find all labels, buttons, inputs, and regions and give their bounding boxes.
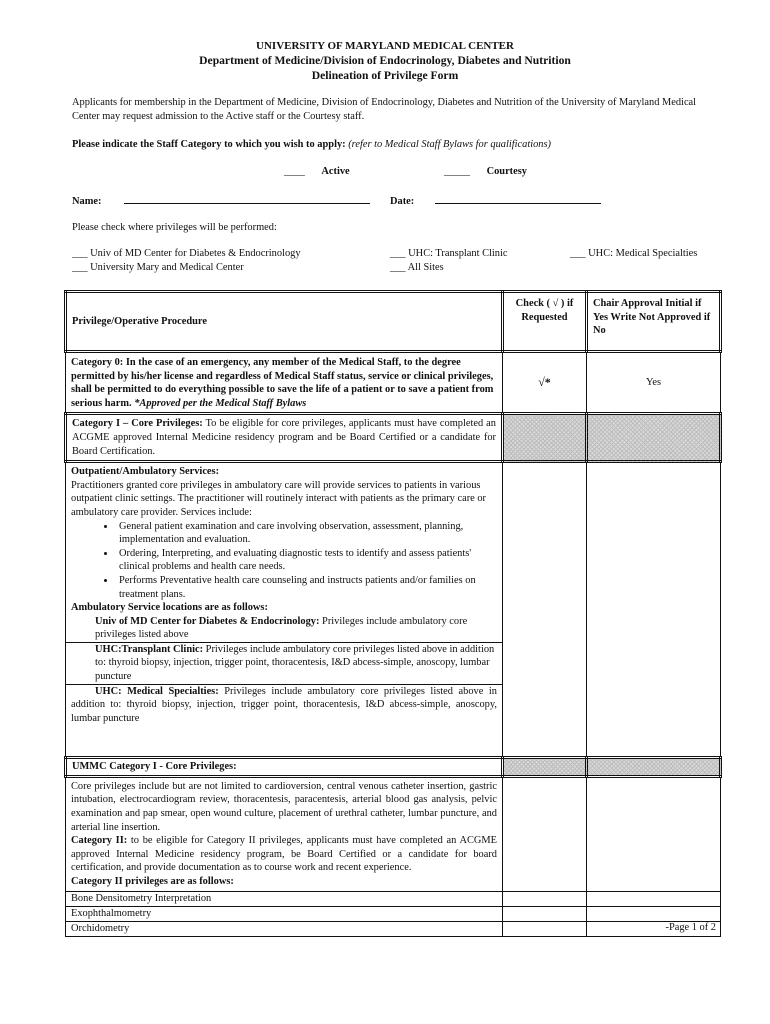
table-row-category-0: [66, 352, 721, 414]
active-option[interactable]: [284, 166, 350, 177]
table-row-ummc-title: [66, 758, 721, 777]
outpatient-chair[interactable]: [587, 462, 721, 758]
intro-paragraph: Applicants for membership in the Department of Medicine, Division of Endocrinology, Diabetes and Nutrition of the University of Maryland Medical Center may request admission to the Active staff or the Courtesy staff.: [72, 97, 697, 122]
item-chair[interactable]: [587, 906, 721, 921]
table-row: [66, 906, 721, 921]
ummc-title: UMMC Category I - Core Privileges:: [66, 758, 503, 777]
site-option-all-sites[interactable]: ___ All Sites: [390, 262, 444, 273]
courtesy-blank[interactable]: _____: [444, 166, 470, 177]
table-row-ummc-core: [66, 776, 721, 891]
item-bone-densitometry: Bone Densitometry Interpretation: [71, 892, 212, 904]
item-check[interactable]: [503, 891, 587, 906]
table-row-category-1: [66, 414, 721, 462]
item-check[interactable]: [503, 906, 587, 921]
table-row: [66, 921, 721, 936]
ummc-core-text: Core privileges include but are not limited to cardioversion, central venous catheter insertion, gastric intubation, electrocardiogram review, thoracentesis, paracentesis, arterial blood gas analysis, pelvic examination and pap smear, open wound culture, placement of urethral catheter, lumbar puncture, and arterial line insertion. Category II: to be eligible for Category II privileges, applicants must have completed an ACGME approved Internal Medicine residency program, be Board Certified or a candidate for board certification, and provide documentation as to course work and recent experience. Category II privileges are as follows:: [66, 776, 503, 891]
header-chair: Chair Approval Initial if Yes Write Not Approved if No: [587, 292, 721, 352]
site-option-diabetes-center[interactable]: ___ Univ of MD Center for Diabetes & Endocrinology: [72, 248, 301, 259]
category-1-text: Category I – Core Privileges: To be eligible for core privileges, applicants must have completed an ACGME approved Internal Medicine residency program and be Board Certified or a candidate for Board Certification.: [66, 414, 503, 462]
sites-prompt: Please check where privileges will be performed:: [72, 222, 277, 233]
active-label: Active: [321, 166, 350, 177]
staff-category-question: Please indicate the Staff Category to which you wish to apply:: [72, 139, 346, 150]
item-chair[interactable]: [587, 891, 721, 906]
ummc-chair-shaded: [587, 758, 721, 777]
category-0-text: Category 0: In the case of an emergency, any member of the Medical Staff, to the degree permitted by his/her license and regardless of Medical Staff status, service or clinical privileges, shall be permitted to do everything possible to save the life of a patient or to save a patient from serious harm. *Approved per the Medical Staff Bylaws: [66, 352, 503, 414]
date-label: Date:: [390, 196, 415, 207]
table-row: [66, 891, 721, 906]
site-option-medical-specialties[interactable]: ___ UHC: Medical Specialties: [570, 248, 698, 259]
active-blank[interactable]: ____: [284, 166, 305, 177]
table-header-row: [66, 292, 721, 352]
name-label: Name:: [72, 196, 102, 207]
date-input-line[interactable]: [435, 194, 601, 204]
category-1-chair-shaded: [587, 414, 721, 462]
outpatient-bullets: [71, 520, 497, 602]
category-0-note: *Approved per the Medical Staff Bylaws: [134, 397, 307, 409]
privileges-table: [64, 290, 722, 937]
category-1-check-shaded: [503, 414, 587, 462]
ummc-core-check[interactable]: [503, 776, 587, 891]
staff-category-prompt: [72, 139, 551, 150]
list-item: • Performs Preventative health care counseling and instructs patients and/or families on treatment plans.: [116, 574, 497, 601]
outpatient-text: Outpatient/Ambulatory Services: Practitioners granted core privileges in ambulatory care will provide services to patients in various outpatient clinic settings. The practitioner will routinely interact with patients as the primary care or ambulatory care provider. Services include: • General patient examination and care involving observation, assessment, planning, implementation and evaluation. • Ordering, Interpreting, and evaluating diagnostic tests to identify and assess patients' clinical problems and health care needs. • Performs Preventative health care counseling and instructs patients and/or families on treatment plans. Ambulatory Service locations are as follows: Univ of MD Center for Diabetes & Endocrinology: Privileges include ambulatory core privileges listed above UHC:Transplant Clinic: Privileges include ambulatory core privileges listed above in addition to: thyroid biopsy, injection, trigger point, thoracentesis, I&D abcess-simple, anoscopy, lumbar puncture UHC: Medical Specialties: Privileges include ambulatory core privileges listed above in addition to: thyroid biopsy, injection, trigger point, thoracentesis, I&D abcess-simple, anoscopy, lumbar puncture: [66, 462, 503, 758]
item-exophthalmometry: Exophthalmometry: [71, 907, 152, 919]
site-option-transplant-clinic[interactable]: ___ UHC: Transplant Clinic: [390, 248, 508, 259]
category-0-check[interactable]: √*: [503, 352, 587, 414]
list-item: • General patient examination and care involving observation, assessment, planning, implementation and evaluation.: [116, 520, 497, 547]
category-0-chair[interactable]: Yes: [587, 352, 721, 414]
page-number: -Page 1 of 2: [665, 922, 716, 933]
list-item: • Ordering, Interpreting, and evaluating diagnostic tests to identify and assess patients' clinical problems and health care needs.: [116, 547, 497, 574]
header-procedure: Privilege/Operative Procedure: [66, 292, 503, 352]
ummc-core-chair[interactable]: [587, 776, 721, 891]
item-orchidometry: Orchidometry: [71, 922, 130, 934]
department-title: Department of Medicine/Division of Endocrinology, Diabetes and Nutrition: [199, 54, 571, 67]
item-check[interactable]: [503, 921, 587, 936]
header-check: Check ( √ ) if Requested: [503, 292, 587, 352]
courtesy-label: Courtesy: [486, 166, 527, 177]
outpatient-check[interactable]: [503, 462, 587, 758]
name-input-line[interactable]: [124, 194, 370, 204]
date-field[interactable]: [390, 194, 601, 207]
table-row-outpatient: [66, 462, 721, 758]
name-field[interactable]: [72, 194, 370, 207]
institution-title: UNIVERSITY OF MARYLAND MEDICAL CENTER: [256, 40, 514, 52]
form-title: Delineation of Privilege Form: [311, 69, 459, 82]
ummc-check-shaded: [503, 758, 587, 777]
site-option-ummc[interactable]: ___ University Mary and Medical Center: [72, 262, 244, 273]
courtesy-option[interactable]: [444, 166, 527, 177]
staff-category-note: (refer to Medical Staff Bylaws for qualifications): [348, 139, 552, 150]
